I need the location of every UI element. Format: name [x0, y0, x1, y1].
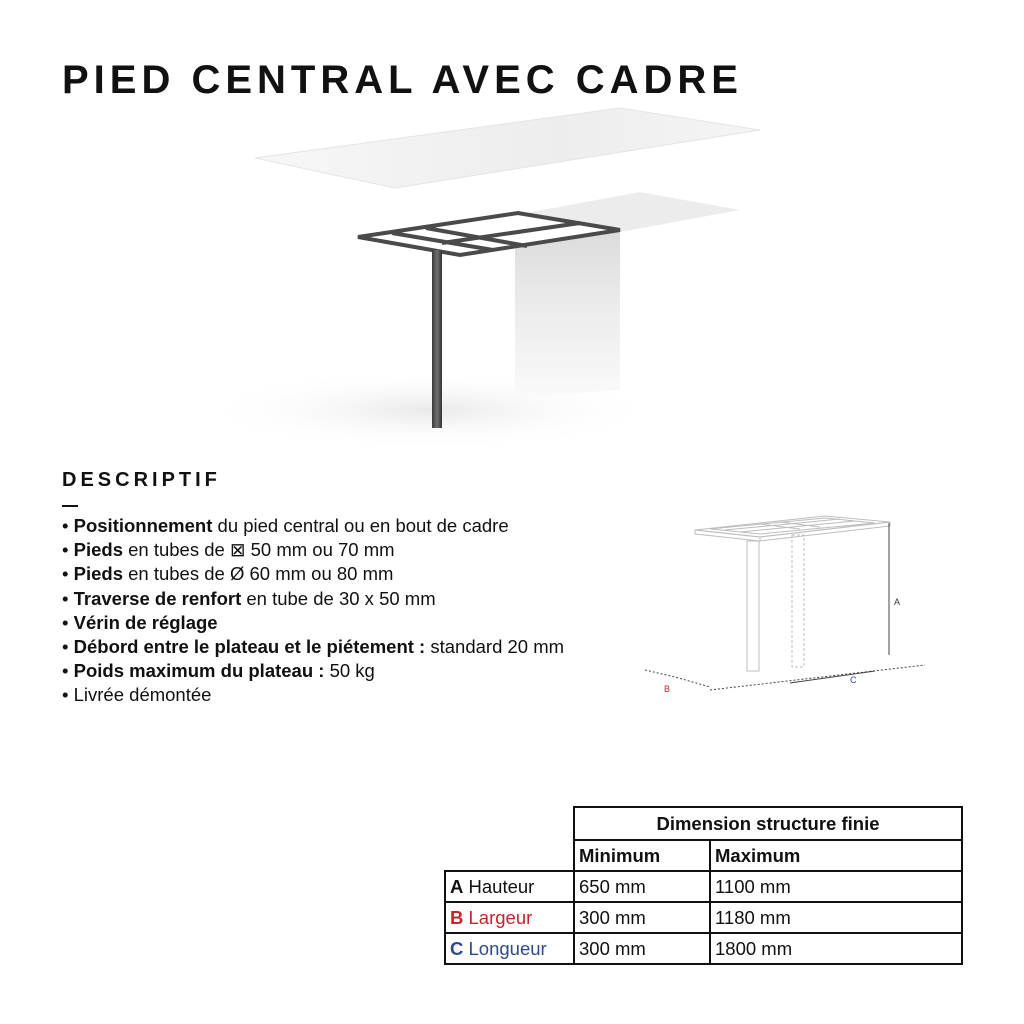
- feature-item: • Pieds en tubes de Ø 60 mm ou 80 mm: [62, 563, 394, 585]
- cell-max: 1100 mm: [710, 871, 962, 902]
- row-label: A Hauteur: [445, 871, 574, 902]
- table-row: [445, 933, 962, 964]
- feature-item: • Traverse de renfort en tube de 30 x 50 mm: [62, 587, 436, 609]
- panel: [515, 232, 620, 398]
- dimensions-table: [444, 806, 963, 965]
- dimension-label-c: C: [850, 675, 857, 685]
- cell-min: 650 mm: [574, 871, 710, 902]
- feature-item: • Livrée démontée: [62, 684, 212, 706]
- feature-item: • Pieds en tubes de ⊠ 50 mm ou 70 mm: [62, 539, 395, 561]
- dimension-diagram: [640, 505, 940, 705]
- cell-max: 1800 mm: [710, 933, 962, 964]
- section-heading-descriptif: DESCRIPTIF: [62, 469, 221, 491]
- row-label: B Largeur: [445, 902, 574, 933]
- dimension-label-b: B: [664, 684, 671, 694]
- feature-item: • Poids maximum du plateau : 50 kg: [62, 660, 375, 682]
- dimension-label-a: A: [894, 597, 901, 607]
- feature-item: • Vérin de réglage: [62, 611, 218, 633]
- cell-min: 300 mm: [574, 902, 710, 933]
- section-divider: [62, 505, 78, 507]
- feature-list: [62, 514, 627, 708]
- feature-item: • Débord entre le plateau et le piétement : standard 20 mm: [62, 636, 565, 658]
- dimension-line-b: [645, 670, 710, 687]
- table-row: [445, 902, 962, 933]
- feature-item: • Positionnement du pied central ou en bout de cadre: [62, 515, 509, 536]
- table-row: [445, 871, 962, 902]
- page-title: PIED CENTRAL AVEC CADRE: [62, 58, 743, 102]
- cell-min: 300 mm: [574, 933, 710, 964]
- table-top: [255, 108, 760, 188]
- cell-max: 1180 mm: [710, 902, 962, 933]
- central-leg: [432, 250, 442, 428]
- table-outline: [695, 516, 890, 671]
- row-label: C Longueur: [445, 933, 574, 964]
- table-group-header: Dimension structure finie: [574, 807, 962, 840]
- column-header-minimum: Minimum: [574, 840, 710, 871]
- product-illustration: [170, 100, 810, 445]
- dimension-line-c: [710, 665, 925, 690]
- column-header-maximum: Maximum: [710, 840, 962, 871]
